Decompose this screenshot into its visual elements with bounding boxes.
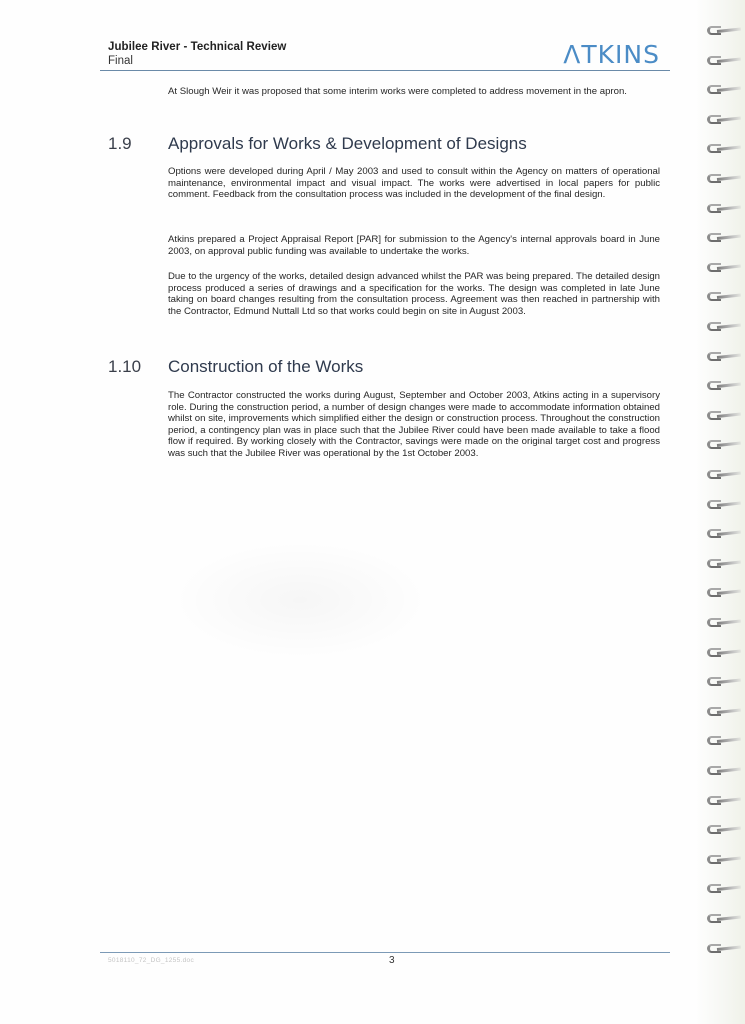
binding-ring bbox=[707, 500, 741, 510]
binding-ring bbox=[707, 263, 741, 273]
binding-ring bbox=[707, 648, 741, 658]
binding-ring bbox=[707, 677, 741, 687]
binding-ring bbox=[707, 470, 741, 480]
atkins-logo: ΛTKINS bbox=[563, 40, 660, 69]
footer-divider bbox=[100, 952, 670, 953]
binding-ring bbox=[707, 796, 741, 806]
binding-ring bbox=[707, 914, 741, 924]
intro-paragraph: At Slough Weir it was proposed that some interim works were completed to address movement in the apron. bbox=[168, 86, 627, 97]
binding-ring bbox=[707, 85, 741, 95]
binding-ring bbox=[707, 559, 741, 569]
header-divider bbox=[100, 70, 670, 71]
binding-ring bbox=[707, 144, 741, 154]
section-heading: Approvals for Works & Development of Designs bbox=[168, 134, 527, 153]
binding-ring bbox=[707, 884, 741, 894]
binding-ring bbox=[707, 707, 741, 717]
section-heading: Construction of the Works bbox=[168, 357, 364, 376]
document-title: Jubilee River - Technical Review bbox=[108, 41, 287, 53]
binding-ring bbox=[707, 381, 741, 391]
binding-ring bbox=[707, 292, 741, 302]
binding-ring bbox=[707, 944, 741, 954]
binding-ring bbox=[707, 736, 741, 746]
body-paragraph: Options were developed during April / May 2003 and used to consult within the Agency on matters of operational maintenance, environmental impact and visual impact. The works were advertised in local papers for public comment. Feedback from the consultation process was included in the development of the final design. bbox=[168, 166, 660, 201]
body-paragraph: The Contractor constructed the works during August, September and October 2003, Atkins acting in a supervisory role. During the construction period, a number of design changes were made to accommodate information obtained whilst on site, improvements which simplified either the design or construction process. Throughout the construction period, a contingency plan was in place such that the Jubilee River could have been made available to take a flood flow if required. By working closely with the Contractor, savings were made on the original target cost and progress was such that the Jubilee River was operational by the 1st October 2003. bbox=[168, 390, 660, 459]
binding-ring bbox=[707, 411, 741, 421]
bleed-through-shadow bbox=[170, 540, 430, 660]
page-number: 3 bbox=[389, 955, 395, 966]
binding-ring bbox=[707, 56, 741, 66]
binding-ring bbox=[707, 322, 741, 332]
binding-ring bbox=[707, 440, 741, 450]
binding-ring bbox=[707, 26, 741, 36]
body-paragraph: Due to the urgency of the works, detailed design advanced whilst the PAR was being prepared. The detailed design process produced a series of drawings and a specification for the works. The design was completed in late June taking on board changes resulting from the consultation process. Agreement was then reached in partnership with the Contractor, Edmund Nuttall Ltd so that works could begin on site in August 2003. bbox=[168, 271, 660, 317]
binding-ring bbox=[707, 233, 741, 243]
binding-ring bbox=[707, 352, 741, 362]
spiral-binding bbox=[695, 0, 745, 1024]
binding-ring bbox=[707, 115, 741, 125]
binding-ring bbox=[707, 855, 741, 865]
section-number: 1.9 bbox=[108, 134, 132, 153]
section-number: 1.10 bbox=[108, 357, 142, 376]
binding-ring bbox=[707, 766, 741, 776]
binding-ring bbox=[707, 618, 741, 628]
document-status: Final bbox=[108, 55, 133, 67]
binding-ring bbox=[707, 529, 741, 539]
binding-ring bbox=[707, 204, 741, 214]
footer-filename: 5018110_72_DG_1255.doc bbox=[108, 957, 194, 964]
binding-ring bbox=[707, 174, 741, 184]
page-header bbox=[108, 41, 670, 71]
binding-ring bbox=[707, 825, 741, 835]
body-paragraph: Atkins prepared a Project Appraisal Report [PAR] for submission to the Agency's internal approvals board in June 2003, on approval public funding was available to undertake the works. bbox=[168, 234, 660, 257]
binding-ring bbox=[707, 588, 741, 598]
